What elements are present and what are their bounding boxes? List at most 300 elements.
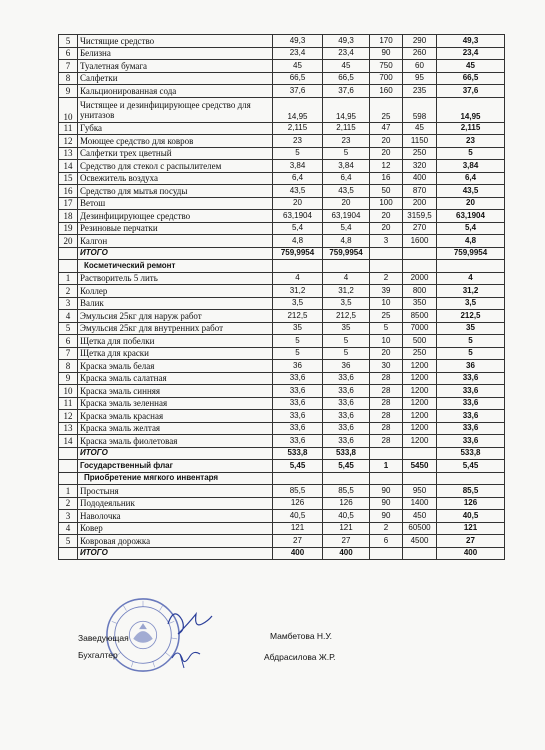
item-name: Дезинфицирующее средство	[78, 210, 273, 223]
unit-price: 3159,5	[403, 210, 437, 223]
table-row	[59, 197, 505, 210]
amount-plan: 35	[273, 322, 323, 335]
amount-total: 5,45	[437, 460, 505, 473]
unit-price: 1200	[403, 397, 437, 410]
quantity	[370, 447, 403, 460]
unit-price: 290	[403, 35, 437, 48]
amount-fact	[323, 260, 370, 273]
item-name: Кальционированная сода	[78, 85, 273, 98]
amount-fact: 40,5	[323, 510, 370, 523]
row-number: 12	[59, 135, 78, 148]
quantity: 28	[370, 397, 403, 410]
table-row	[59, 460, 505, 473]
amount-fact: 5,4	[323, 222, 370, 235]
unit-price: 250	[403, 347, 437, 360]
amount-fact: 4	[323, 272, 370, 285]
row-number: 4	[59, 310, 78, 323]
amount-total: 33,6	[437, 410, 505, 423]
amount-plan: 3,5	[273, 297, 323, 310]
amount-total: 43,5	[437, 185, 505, 198]
amount-plan: 4,8	[273, 235, 323, 248]
amount-total: 400	[437, 547, 505, 560]
amount-total: 5	[437, 335, 505, 348]
table-row	[59, 435, 505, 448]
table-row	[59, 347, 505, 360]
row-number: 16	[59, 185, 78, 198]
head-label: Заведующая	[78, 633, 129, 643]
item-name: Краска эмаль желтая	[78, 422, 273, 435]
amount-fact: 33,6	[323, 410, 370, 423]
unit-price	[403, 547, 437, 560]
amount-total: 3,84	[437, 160, 505, 173]
amount-plan: 6,4	[273, 172, 323, 185]
amount-plan: 5,45	[273, 460, 323, 473]
amount-total: 36	[437, 360, 505, 373]
amount-fact: 121	[323, 522, 370, 535]
item-name: Краска эмаль салатная	[78, 372, 273, 385]
amount-plan: 37,6	[273, 85, 323, 98]
item-name: ИТОГО	[78, 247, 273, 260]
quantity: 10	[370, 297, 403, 310]
unit-price: 60	[403, 60, 437, 73]
item-name: Чистящее и дезинфицирующее средство для унитазов	[78, 97, 273, 122]
item-name: Моющее средство для ковров	[78, 135, 273, 148]
unit-price: 1400	[403, 497, 437, 510]
amount-plan: 31,2	[273, 285, 323, 298]
amount-fact	[323, 472, 370, 485]
amount-plan: 5	[273, 147, 323, 160]
amount-fact: 33,6	[323, 385, 370, 398]
row-number: 19	[59, 222, 78, 235]
item-name: Салфетки трех цветный	[78, 147, 273, 160]
amount-plan: 5,4	[273, 222, 323, 235]
row-number: 3	[59, 297, 78, 310]
table-row	[59, 235, 505, 248]
amount-plan: 5	[273, 335, 323, 348]
amount-total: 759,9954	[437, 247, 505, 260]
amount-plan: 23	[273, 135, 323, 148]
row-number: 10	[59, 385, 78, 398]
amount-plan: 85,5	[273, 485, 323, 498]
unit-price: 200	[403, 197, 437, 210]
amount-plan: 400	[273, 547, 323, 560]
item-name: Коллер	[78, 285, 273, 298]
table-row	[59, 322, 505, 335]
unit-price: 1600	[403, 235, 437, 248]
item-name: Средство для мытья посуды	[78, 185, 273, 198]
table-row	[59, 60, 505, 73]
amount-total: 33,6	[437, 422, 505, 435]
quantity: 20	[370, 147, 403, 160]
row-number: 1	[59, 485, 78, 498]
amount-fact: 33,6	[323, 372, 370, 385]
accountant-label: Бухгалтер	[78, 650, 118, 660]
row-number: 18	[59, 210, 78, 223]
quantity: 12	[370, 160, 403, 173]
quantity: 1	[370, 460, 403, 473]
row-number: 14	[59, 435, 78, 448]
amount-total: 33,6	[437, 397, 505, 410]
amount-plan: 14,95	[273, 97, 323, 122]
amount-fact: 4,8	[323, 235, 370, 248]
item-name: Белизна	[78, 47, 273, 60]
table-row	[59, 385, 505, 398]
quantity: 47	[370, 122, 403, 135]
row-number: 13	[59, 422, 78, 435]
total-row	[59, 447, 505, 460]
unit-price: 5450	[403, 460, 437, 473]
unit-price: 1200	[403, 422, 437, 435]
amount-plan: 23,4	[273, 47, 323, 60]
amount-plan: 63,1904	[273, 210, 323, 223]
table-row	[59, 522, 505, 535]
quantity: 25	[370, 97, 403, 122]
row-number: 5	[59, 322, 78, 335]
row-number: 8	[59, 72, 78, 85]
amount-fact: 20	[323, 197, 370, 210]
table-row	[59, 272, 505, 285]
amount-fact: 33,6	[323, 397, 370, 410]
item-name: Калгон	[78, 235, 273, 248]
amount-total: 33,6	[437, 385, 505, 398]
amount-plan: 66,5	[273, 72, 323, 85]
amount-total: 23	[437, 135, 505, 148]
amount-total: 5,4	[437, 222, 505, 235]
amount-plan: 121	[273, 522, 323, 535]
unit-price: 450	[403, 510, 437, 523]
unit-price: 2000	[403, 272, 437, 285]
quantity: 5	[370, 322, 403, 335]
unit-price: 1200	[403, 410, 437, 423]
row-number	[59, 247, 78, 260]
amount-plan: 49,3	[273, 35, 323, 48]
amount-total: 5	[437, 347, 505, 360]
quantity	[370, 247, 403, 260]
table-row	[59, 85, 505, 98]
amount-total: 63,1904	[437, 210, 505, 223]
item-name: Государственный флаг	[78, 460, 273, 473]
amount-fact: 85,5	[323, 485, 370, 498]
item-name: Эмульсия 25кг для наруж работ	[78, 310, 273, 323]
item-name: Наволочка	[78, 510, 273, 523]
amount-total: 45	[437, 60, 505, 73]
row-number: 10	[59, 97, 78, 122]
amount-total: 49,3	[437, 35, 505, 48]
amount-total: 23,4	[437, 47, 505, 60]
unit-price: 260	[403, 47, 437, 60]
unit-price: 950	[403, 485, 437, 498]
item-name: Краска эмаль зеленная	[78, 397, 273, 410]
amount-total: 126	[437, 497, 505, 510]
amount-fact: 23,4	[323, 47, 370, 60]
quantity: 90	[370, 47, 403, 60]
total-row	[59, 247, 505, 260]
table-row	[59, 35, 505, 48]
quantity: 50	[370, 185, 403, 198]
item-name: Косметический ремонт	[78, 260, 273, 273]
row-number: 17	[59, 197, 78, 210]
unit-price: 7000	[403, 322, 437, 335]
amount-plan: 33,6	[273, 422, 323, 435]
row-number: 2	[59, 497, 78, 510]
amount-total	[437, 260, 505, 273]
item-name: Краска эмаль фиолетовая	[78, 435, 273, 448]
unit-price: 1200	[403, 385, 437, 398]
amount-total: 85,5	[437, 485, 505, 498]
quantity: 700	[370, 72, 403, 85]
row-number: 11	[59, 397, 78, 410]
row-number: 20	[59, 235, 78, 248]
table-row	[59, 160, 505, 173]
amount-plan	[273, 260, 323, 273]
amount-fact: 45	[323, 60, 370, 73]
amount-plan: 533,8	[273, 447, 323, 460]
unit-price: 1200	[403, 372, 437, 385]
quantity: 28	[370, 410, 403, 423]
item-name: Туалетная бумага	[78, 60, 273, 73]
section-header-row	[59, 472, 505, 485]
quantity: 28	[370, 372, 403, 385]
quantity: 16	[370, 172, 403, 185]
item-name: Краска эмаль синняя	[78, 385, 273, 398]
table-row	[59, 510, 505, 523]
unit-price: 235	[403, 85, 437, 98]
quantity: 6	[370, 535, 403, 548]
unit-price: 1200	[403, 435, 437, 448]
item-name: Освежитель воздуха	[78, 172, 273, 185]
item-name: ИТОГО	[78, 447, 273, 460]
amount-plan: 33,6	[273, 435, 323, 448]
quantity: 28	[370, 422, 403, 435]
amount-fact: 2,115	[323, 122, 370, 135]
expense-table	[58, 34, 505, 560]
row-number: 6	[59, 47, 78, 60]
amount-total: 66,5	[437, 72, 505, 85]
unit-price: 250	[403, 147, 437, 160]
quantity: 2	[370, 522, 403, 535]
quantity: 20	[370, 135, 403, 148]
amount-plan: 27	[273, 535, 323, 548]
amount-total: 121	[437, 522, 505, 535]
amount-fact: 23	[323, 135, 370, 148]
amount-fact: 35	[323, 322, 370, 335]
row-number	[59, 460, 78, 473]
table-row	[59, 97, 505, 122]
item-name: Простыня	[78, 485, 273, 498]
amount-plan: 33,6	[273, 385, 323, 398]
row-number	[59, 472, 78, 485]
item-name: Пододеяльник	[78, 497, 273, 510]
amount-fact: 5	[323, 335, 370, 348]
amount-fact: 37,6	[323, 85, 370, 98]
table-row	[59, 397, 505, 410]
quantity: 20	[370, 347, 403, 360]
amount-plan: 33,6	[273, 410, 323, 423]
item-name: Ковровая дорожка	[78, 535, 273, 548]
unit-price: 870	[403, 185, 437, 198]
unit-price	[403, 447, 437, 460]
amount-total: 6,4	[437, 172, 505, 185]
accountant-name: Абдрасилова Ж.Р.	[264, 652, 336, 662]
row-number: 12	[59, 410, 78, 423]
amount-plan: 4	[273, 272, 323, 285]
item-name: Чистящие средство	[78, 35, 273, 48]
quantity: 170	[370, 35, 403, 48]
amount-total: 14,95	[437, 97, 505, 122]
amount-plan: 5	[273, 347, 323, 360]
amount-total: 212,5	[437, 310, 505, 323]
table-row	[59, 297, 505, 310]
amount-fact: 14,95	[323, 97, 370, 122]
table-row	[59, 485, 505, 498]
row-number: 4	[59, 522, 78, 535]
row-number: 5	[59, 35, 78, 48]
table-row	[59, 285, 505, 298]
amount-total: 27	[437, 535, 505, 548]
row-number: 3	[59, 510, 78, 523]
row-number: 13	[59, 147, 78, 160]
table-body	[59, 35, 505, 560]
amount-plan: 40,5	[273, 510, 323, 523]
row-number: 8	[59, 360, 78, 373]
amount-total: 37,6	[437, 85, 505, 98]
amount-plan: 33,6	[273, 372, 323, 385]
quantity: 90	[370, 485, 403, 498]
table-row	[59, 497, 505, 510]
amount-fact: 6,4	[323, 172, 370, 185]
row-number: 1	[59, 272, 78, 285]
item-name: Ковер	[78, 522, 273, 535]
quantity: 100	[370, 197, 403, 210]
row-number: 15	[59, 172, 78, 185]
unit-price: 500	[403, 335, 437, 348]
unit-price	[403, 247, 437, 260]
amount-plan: 2,115	[273, 122, 323, 135]
quantity: 10	[370, 335, 403, 348]
item-name: Щетка для побелки	[78, 335, 273, 348]
table-row	[59, 310, 505, 323]
item-name: Краска эмаль белая	[78, 360, 273, 373]
handwritten-signature-icon	[160, 596, 220, 676]
unit-price: 45	[403, 122, 437, 135]
amount-fact: 5	[323, 147, 370, 160]
amount-fact: 533,8	[323, 447, 370, 460]
table-row	[59, 535, 505, 548]
row-number: 9	[59, 372, 78, 385]
quantity: 90	[370, 497, 403, 510]
amount-plan: 36	[273, 360, 323, 373]
table-row	[59, 222, 505, 235]
table-row	[59, 410, 505, 423]
amount-plan: 3,84	[273, 160, 323, 173]
table-row	[59, 147, 505, 160]
amount-fact: 49,3	[323, 35, 370, 48]
total-row	[59, 547, 505, 560]
amount-fact: 31,2	[323, 285, 370, 298]
amount-plan: 20	[273, 197, 323, 210]
amount-total: 3,5	[437, 297, 505, 310]
item-name: Щетка для краски	[78, 347, 273, 360]
row-number	[59, 547, 78, 560]
table-row	[59, 210, 505, 223]
table-row	[59, 72, 505, 85]
quantity: 20	[370, 222, 403, 235]
amount-fact: 3,5	[323, 297, 370, 310]
unit-price: 400	[403, 172, 437, 185]
row-number: 5	[59, 535, 78, 548]
quantity: 3	[370, 235, 403, 248]
unit-price: 320	[403, 160, 437, 173]
quantity: 39	[370, 285, 403, 298]
row-number: 2	[59, 285, 78, 298]
quantity: 2	[370, 272, 403, 285]
amount-plan: 45	[273, 60, 323, 73]
head-name: Мамбетова Н.У.	[270, 631, 333, 641]
amount-plan: 759,9954	[273, 247, 323, 260]
unit-price: 350	[403, 297, 437, 310]
amount-plan: 33,6	[273, 397, 323, 410]
amount-plan: 43,5	[273, 185, 323, 198]
unit-price: 95	[403, 72, 437, 85]
quantity: 25	[370, 310, 403, 323]
unit-price: 8500	[403, 310, 437, 323]
row-number: 7	[59, 347, 78, 360]
table-row	[59, 135, 505, 148]
table-row	[59, 372, 505, 385]
amount-total: 31,2	[437, 285, 505, 298]
row-number: 6	[59, 335, 78, 348]
quantity: 750	[370, 60, 403, 73]
table-row	[59, 360, 505, 373]
unit-price: 598	[403, 97, 437, 122]
quantity: 28	[370, 385, 403, 398]
table-row	[59, 185, 505, 198]
amount-fact: 66,5	[323, 72, 370, 85]
unit-price: 1200	[403, 360, 437, 373]
amount-fact: 27	[323, 535, 370, 548]
unit-price	[403, 472, 437, 485]
unit-price: 800	[403, 285, 437, 298]
amount-fact: 33,6	[323, 422, 370, 435]
amount-total: 33,6	[437, 372, 505, 385]
amount-plan: 212,5	[273, 310, 323, 323]
amount-fact: 5	[323, 347, 370, 360]
amount-fact: 33,6	[323, 435, 370, 448]
amount-plan: 126	[273, 497, 323, 510]
amount-fact: 126	[323, 497, 370, 510]
item-name: Резиновые перчатки	[78, 222, 273, 235]
unit-price	[403, 260, 437, 273]
item-name: Ветош	[78, 197, 273, 210]
item-name: Салфетки	[78, 72, 273, 85]
amount-total: 4	[437, 272, 505, 285]
item-name: Приобретение мягкого инвентаря	[78, 472, 273, 485]
unit-price: 270	[403, 222, 437, 235]
amount-total: 4,8	[437, 235, 505, 248]
table-row	[59, 335, 505, 348]
row-number: 7	[59, 60, 78, 73]
amount-fact: 5,45	[323, 460, 370, 473]
item-name: Валик	[78, 297, 273, 310]
amount-fact: 36	[323, 360, 370, 373]
quantity: 90	[370, 510, 403, 523]
row-number	[59, 260, 78, 273]
quantity	[370, 547, 403, 560]
quantity: 28	[370, 435, 403, 448]
row-number: 9	[59, 85, 78, 98]
amount-total	[437, 472, 505, 485]
item-name: Краска эмаль красная	[78, 410, 273, 423]
